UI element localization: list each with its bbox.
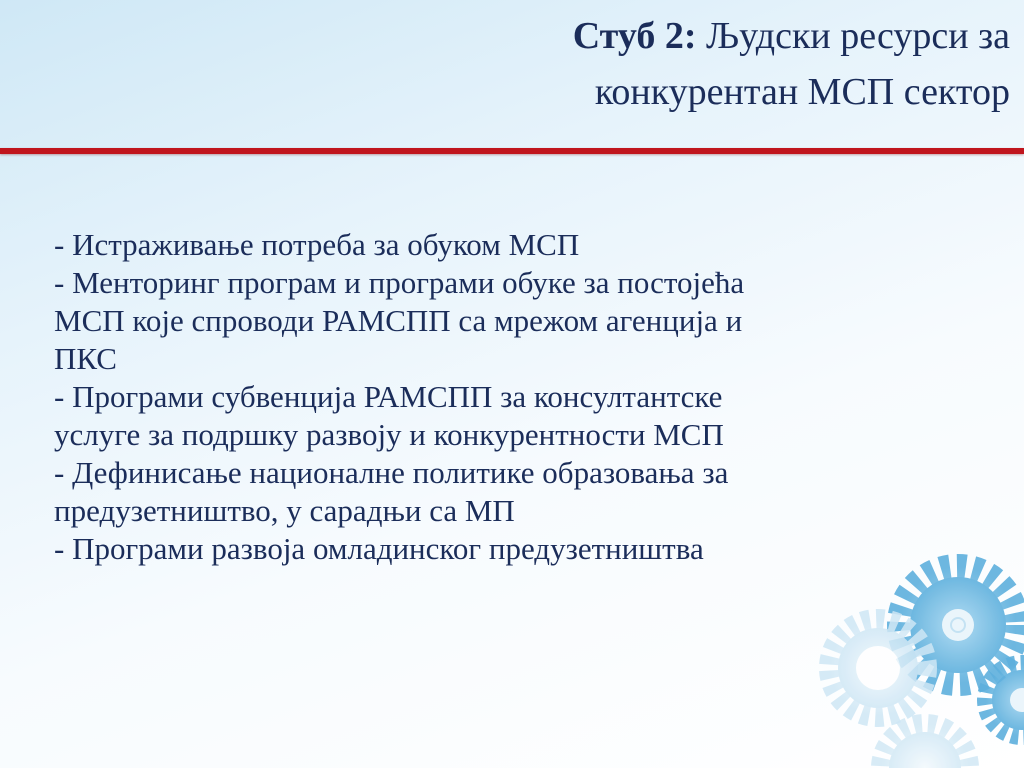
gear-bottom-icon xyxy=(881,724,969,768)
slide-body xyxy=(54,226,974,568)
body-line: - Програми субвенција РАМСПП за консултантске xyxy=(54,379,723,414)
body-line: услуге за подршку развоју и конкурентности МСП xyxy=(54,417,724,452)
gear-pale-icon xyxy=(830,620,926,716)
title-divider xyxy=(0,148,1024,154)
body-line: - Истраживање потреба за обуком МСП xyxy=(54,227,580,262)
slide-title xyxy=(310,8,1010,120)
title-bold-prefix: Стуб 2: xyxy=(572,15,697,57)
title-line1-rest: Људски ресурси за xyxy=(696,15,1010,57)
body-line: - Програми развоја омладинског предузетништва xyxy=(54,531,704,566)
body-line: ПКС xyxy=(54,341,117,376)
body-line: - Дефинисање националне политике образовања за xyxy=(54,455,729,490)
body-line: - Менторинг програм и програми обуке за постојећа xyxy=(54,265,745,300)
body-line: предузетништво, у сарадњи са МП xyxy=(54,493,515,528)
title-line2: конкурентан МСП сектор xyxy=(594,71,1010,113)
gear-small-icon xyxy=(986,664,1024,736)
gear-large-icon xyxy=(900,567,1016,683)
body-line: МСП које спроводи РАМСПП са мрежом агенција и xyxy=(54,303,743,338)
